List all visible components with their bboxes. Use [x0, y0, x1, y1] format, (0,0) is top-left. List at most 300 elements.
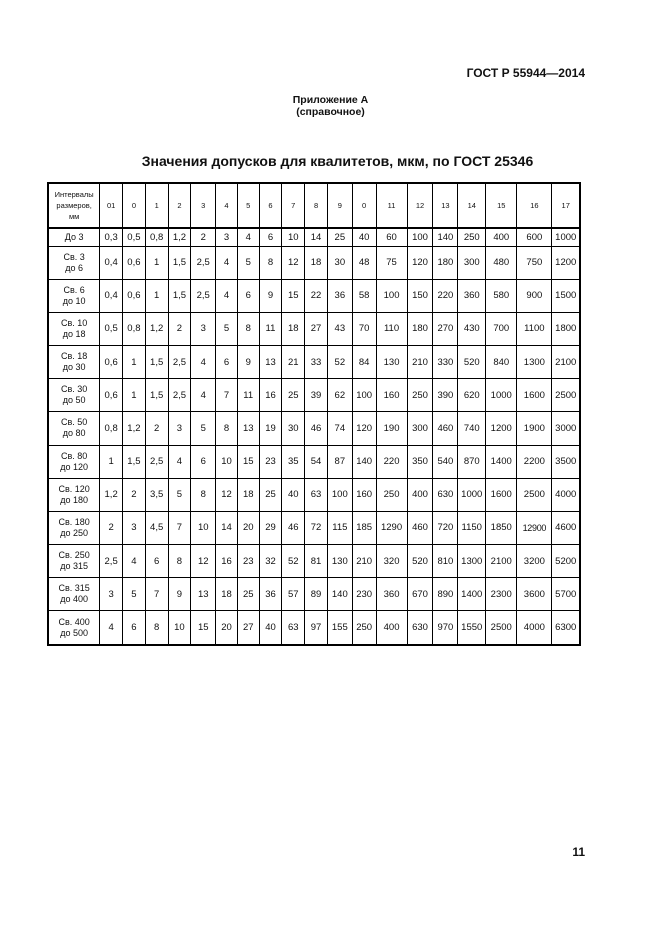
value-cell: 1000	[486, 379, 517, 412]
value-cell: 5	[191, 412, 216, 445]
value-cell: 10	[216, 445, 238, 478]
column-header-cell: 13	[433, 183, 458, 228]
row-label-cell	[48, 279, 100, 312]
page-number: 11	[572, 845, 585, 859]
value-cell: 1,2	[123, 412, 146, 445]
value-cell: 2500	[552, 379, 580, 412]
value-cell: 60	[376, 228, 407, 246]
value-cell: 1900	[517, 412, 552, 445]
table-row	[48, 578, 580, 611]
value-cell: 8	[145, 611, 168, 645]
row-label-line: до 10	[62, 295, 86, 306]
row-label-cell	[48, 312, 100, 345]
value-cell: 230	[352, 578, 376, 611]
value-cell: 2200	[517, 445, 552, 478]
value-cell: 3000	[552, 412, 580, 445]
value-cell: 0,8	[123, 312, 146, 345]
value-cell: 190	[376, 412, 407, 445]
value-cell: 3	[168, 412, 191, 445]
value-cell: 350	[407, 445, 433, 478]
value-cell: 580	[486, 279, 517, 312]
table-row	[48, 545, 580, 578]
row-label-line: Св. 3	[63, 251, 85, 262]
value-cell: 2100	[486, 545, 517, 578]
value-cell: 220	[376, 445, 407, 478]
value-cell: 300	[407, 412, 433, 445]
row-label-line: до 50	[62, 395, 86, 406]
value-cell: 120	[352, 412, 376, 445]
value-cell: 700	[486, 312, 517, 345]
value-cell: 72	[305, 511, 328, 544]
value-cell: 36	[259, 578, 282, 611]
column-header-cell: 01	[100, 183, 123, 228]
value-cell: 5	[237, 246, 259, 279]
value-cell: 4	[100, 611, 123, 645]
value-cell: 52	[327, 346, 352, 379]
row-label-line: Св. 30	[60, 384, 88, 395]
value-cell: 19	[259, 412, 282, 445]
value-cell: 1,5	[123, 445, 146, 478]
value-cell: 2	[191, 228, 216, 246]
value-cell: 2,5	[191, 246, 216, 279]
value-cell: 15	[191, 611, 216, 645]
value-cell: 1800	[552, 312, 580, 345]
value-cell: 140	[352, 445, 376, 478]
value-cell: 0,6	[100, 346, 123, 379]
value-cell: 460	[407, 511, 433, 544]
value-cell: 6	[237, 279, 259, 312]
value-cell: 25	[282, 379, 305, 412]
value-cell: 460	[433, 412, 458, 445]
value-cell: 9	[168, 578, 191, 611]
value-cell: 6	[191, 445, 216, 478]
value-cell: 1	[145, 279, 168, 312]
value-cell: 25	[327, 228, 352, 246]
column-header-cell: 8	[305, 183, 328, 228]
value-cell: 0,4	[100, 279, 123, 312]
column-header-cell: 12	[407, 183, 433, 228]
value-cell: 18	[237, 478, 259, 511]
row-label-line: Св. 400	[58, 616, 90, 627]
value-cell: 0,6	[100, 379, 123, 412]
value-cell: 270	[433, 312, 458, 345]
value-cell: 2,5	[168, 379, 191, 412]
value-cell: 400	[486, 228, 517, 246]
row-label-line: до 6	[65, 262, 83, 273]
value-cell: 20	[216, 611, 238, 645]
value-cell: 2500	[486, 611, 517, 645]
value-cell: 750	[517, 246, 552, 279]
value-cell: 1200	[552, 246, 580, 279]
table-row	[48, 379, 580, 412]
value-cell: 130	[376, 346, 407, 379]
value-cell: 320	[376, 545, 407, 578]
value-cell: 0,8	[100, 412, 123, 445]
value-cell: 2,5	[100, 545, 123, 578]
value-cell: 1300	[458, 545, 486, 578]
value-cell: 4	[216, 246, 238, 279]
value-cell: 7	[168, 511, 191, 544]
value-cell: 0,6	[123, 246, 146, 279]
value-cell: 4	[123, 545, 146, 578]
row-label-line: Св. 315	[58, 583, 90, 594]
row-header-line: размеров,	[56, 201, 92, 210]
value-cell: 10	[168, 611, 191, 645]
value-cell: 14	[216, 511, 238, 544]
value-cell: 2500	[517, 478, 552, 511]
column-header-cell: 6	[259, 183, 282, 228]
value-cell: 74	[327, 412, 352, 445]
value-cell: 1,5	[145, 346, 168, 379]
value-cell: 4,5	[145, 511, 168, 544]
value-cell: 1400	[486, 445, 517, 478]
annex-heading	[0, 94, 661, 118]
value-cell: 540	[433, 445, 458, 478]
value-cell: 6	[259, 228, 282, 246]
value-cell: 180	[433, 246, 458, 279]
value-cell: 1300	[517, 346, 552, 379]
value-cell: 0,6	[123, 279, 146, 312]
value-cell: 32	[259, 545, 282, 578]
value-cell: 30	[282, 412, 305, 445]
value-cell: 400	[376, 611, 407, 645]
value-cell: 89	[305, 578, 328, 611]
value-cell: 12	[282, 246, 305, 279]
column-header-cell: 9	[327, 183, 352, 228]
value-cell: 10	[282, 228, 305, 246]
value-cell: 8	[168, 545, 191, 578]
value-cell: 110	[376, 312, 407, 345]
column-header-cell: 14	[458, 183, 486, 228]
value-cell: 3	[216, 228, 238, 246]
value-cell: 4000	[552, 478, 580, 511]
value-cell: 1,2	[100, 478, 123, 511]
value-cell: 140	[327, 578, 352, 611]
row-label-cell	[48, 578, 100, 611]
value-cell: 100	[352, 379, 376, 412]
value-cell: 520	[407, 545, 433, 578]
value-cell: 12900	[517, 511, 552, 544]
row-label-line: до 80	[62, 428, 86, 439]
table-title: Значения допусков для квалитетов, мкм, по ГОСТ 25346	[141, 153, 534, 169]
value-cell: 0,8	[145, 228, 168, 246]
value-cell: 21	[282, 346, 305, 379]
row-label-line: Св. 80	[60, 450, 88, 461]
value-cell: 16	[259, 379, 282, 412]
value-cell: 1200	[486, 412, 517, 445]
value-cell: 1	[123, 346, 146, 379]
value-cell: 40	[352, 228, 376, 246]
value-cell: 130	[327, 545, 352, 578]
row-label-cell	[48, 346, 100, 379]
annex-title: Приложение А	[292, 94, 369, 106]
value-cell: 11	[237, 379, 259, 412]
value-cell: 14	[305, 228, 328, 246]
value-cell: 6	[216, 346, 238, 379]
value-cell: 840	[486, 346, 517, 379]
value-cell: 9	[237, 346, 259, 379]
value-cell: 13	[259, 346, 282, 379]
row-label-line: До 3	[64, 231, 84, 242]
value-cell: 97	[305, 611, 328, 645]
value-cell: 160	[376, 379, 407, 412]
value-cell: 9	[259, 279, 282, 312]
row-label-line: Св. 18	[60, 351, 88, 362]
value-cell: 1	[123, 379, 146, 412]
table-row	[48, 412, 580, 445]
value-cell: 12	[216, 478, 238, 511]
value-cell: 210	[352, 545, 376, 578]
value-cell: 2300	[486, 578, 517, 611]
value-cell: 140	[433, 228, 458, 246]
value-cell: 2,5	[168, 346, 191, 379]
value-cell: 62	[327, 379, 352, 412]
value-cell: 4	[191, 379, 216, 412]
row-label-cell	[48, 445, 100, 478]
value-cell: 5700	[552, 578, 580, 611]
value-cell: 250	[407, 379, 433, 412]
value-cell: 630	[407, 611, 433, 645]
tolerance-table	[47, 182, 581, 646]
value-cell: 15	[237, 445, 259, 478]
row-label-line: Св. 50	[60, 417, 88, 428]
value-cell: 1290	[376, 511, 407, 544]
value-cell: 63	[282, 611, 305, 645]
value-cell: 5	[168, 478, 191, 511]
row-header-cell	[48, 183, 100, 228]
value-cell: 1,2	[145, 312, 168, 345]
value-cell: 1100	[517, 312, 552, 345]
row-label-cell	[48, 611, 100, 645]
value-cell: 1000	[458, 478, 486, 511]
row-label-line: Св. 250	[58, 550, 90, 561]
value-cell: 360	[376, 578, 407, 611]
value-cell: 600	[517, 228, 552, 246]
value-cell: 0,5	[100, 312, 123, 345]
column-header-cell: 3	[191, 183, 216, 228]
value-cell: 33	[305, 346, 328, 379]
row-label-line: до 120	[60, 461, 89, 472]
value-cell: 0,5	[123, 228, 146, 246]
row-label-cell	[48, 478, 100, 511]
row-label-cell	[48, 545, 100, 578]
value-cell: 2	[123, 478, 146, 511]
value-cell: 360	[458, 279, 486, 312]
value-cell: 1,5	[168, 246, 191, 279]
value-cell: 100	[376, 279, 407, 312]
value-cell: 1,5	[168, 279, 191, 312]
value-cell: 3	[123, 511, 146, 544]
value-cell: 0,3	[100, 228, 123, 246]
value-cell: 18	[216, 578, 238, 611]
value-cell: 52	[282, 545, 305, 578]
value-cell: 54	[305, 445, 328, 478]
row-label-line: Св. 10	[60, 317, 88, 328]
value-cell: 87	[327, 445, 352, 478]
value-cell: 13	[191, 578, 216, 611]
value-cell: 1	[145, 246, 168, 279]
column-header-cell: 17	[552, 183, 580, 228]
value-cell: 5200	[552, 545, 580, 578]
value-cell: 1000	[552, 228, 580, 246]
value-cell: 35	[282, 445, 305, 478]
value-cell: 36	[327, 279, 352, 312]
row-label-line: Св. 180	[58, 516, 90, 527]
value-cell: 40	[259, 611, 282, 645]
value-cell: 4600	[552, 511, 580, 544]
value-cell: 115	[327, 511, 352, 544]
value-cell: 7	[216, 379, 238, 412]
value-cell: 390	[433, 379, 458, 412]
table-row	[48, 228, 580, 246]
value-cell: 43	[327, 312, 352, 345]
value-cell: 180	[407, 312, 433, 345]
value-cell: 155	[327, 611, 352, 645]
value-cell: 300	[458, 246, 486, 279]
value-cell: 46	[305, 412, 328, 445]
value-cell: 330	[433, 346, 458, 379]
column-header-cell: 0	[352, 183, 376, 228]
value-cell: 520	[458, 346, 486, 379]
value-cell: 1400	[458, 578, 486, 611]
value-cell: 8	[216, 412, 238, 445]
value-cell: 220	[433, 279, 458, 312]
value-cell: 27	[237, 611, 259, 645]
value-cell: 16	[216, 545, 238, 578]
value-cell: 100	[327, 478, 352, 511]
document-code: ГОСТ Р 55944—2014	[466, 66, 585, 80]
value-cell: 25	[259, 478, 282, 511]
value-cell: 3,5	[145, 478, 168, 511]
value-cell: 10	[191, 511, 216, 544]
value-cell: 40	[282, 478, 305, 511]
value-cell: 13	[237, 412, 259, 445]
value-cell: 2	[100, 511, 123, 544]
value-cell: 3600	[517, 578, 552, 611]
value-cell: 250	[376, 478, 407, 511]
value-cell: 1600	[486, 478, 517, 511]
value-cell: 2100	[552, 346, 580, 379]
value-cell: 23	[237, 545, 259, 578]
table-row	[48, 312, 580, 345]
table-row	[48, 478, 580, 511]
row-label-line: до 30	[62, 362, 86, 373]
row-label-cell	[48, 246, 100, 279]
row-label-line: Св. 120	[58, 483, 90, 494]
value-cell: 25	[237, 578, 259, 611]
value-cell: 2,5	[191, 279, 216, 312]
column-header-cell: 4	[216, 183, 238, 228]
row-label-line: до 315	[60, 561, 89, 572]
value-cell: 480	[486, 246, 517, 279]
value-cell: 29	[259, 511, 282, 544]
value-cell: 2,5	[145, 445, 168, 478]
value-cell: 8	[191, 478, 216, 511]
value-cell: 1,2	[168, 228, 191, 246]
row-label-line: до 500	[60, 627, 89, 638]
column-header-cell: 5	[237, 183, 259, 228]
value-cell: 250	[458, 228, 486, 246]
value-cell: 6	[123, 611, 146, 645]
value-cell: 1150	[458, 511, 486, 544]
value-cell: 18	[282, 312, 305, 345]
column-header-cell: 16	[517, 183, 552, 228]
value-cell: 18	[305, 246, 328, 279]
value-cell: 970	[433, 611, 458, 645]
annex-subtitle: (справочное)	[296, 106, 365, 118]
value-cell: 0,4	[100, 246, 123, 279]
value-cell: 670	[407, 578, 433, 611]
value-cell: 160	[352, 478, 376, 511]
value-cell: 3	[191, 312, 216, 345]
value-cell: 4	[216, 279, 238, 312]
row-label-cell	[48, 511, 100, 544]
row-header-line: Интервалы	[54, 190, 94, 199]
value-cell: 48	[352, 246, 376, 279]
value-cell: 7	[145, 578, 168, 611]
column-header-cell: 11	[376, 183, 407, 228]
row-label-line: до 18	[62, 328, 86, 339]
value-cell: 4000	[517, 611, 552, 645]
value-cell: 4	[168, 445, 191, 478]
table-header-row	[48, 183, 580, 228]
value-cell: 3500	[552, 445, 580, 478]
value-cell: 900	[517, 279, 552, 312]
value-cell: 630	[433, 478, 458, 511]
value-cell: 210	[407, 346, 433, 379]
value-cell: 84	[352, 346, 376, 379]
value-cell: 620	[458, 379, 486, 412]
value-cell: 15	[282, 279, 305, 312]
column-header-cell: 0	[123, 183, 146, 228]
value-cell: 250	[352, 611, 376, 645]
value-cell: 2	[168, 312, 191, 345]
value-cell: 1550	[458, 611, 486, 645]
value-cell: 46	[282, 511, 305, 544]
table-row	[48, 611, 580, 645]
value-cell: 6300	[552, 611, 580, 645]
value-cell: 5	[216, 312, 238, 345]
value-cell: 12	[191, 545, 216, 578]
value-cell: 81	[305, 545, 328, 578]
value-cell: 4	[191, 346, 216, 379]
row-label-cell	[48, 228, 100, 246]
table-row	[48, 246, 580, 279]
value-cell: 870	[458, 445, 486, 478]
row-label-line: до 250	[60, 527, 89, 538]
value-cell: 4	[237, 228, 259, 246]
value-cell: 75	[376, 246, 407, 279]
value-cell: 1850	[486, 511, 517, 544]
table-row	[48, 445, 580, 478]
value-cell: 6	[145, 545, 168, 578]
value-cell: 150	[407, 279, 433, 312]
value-cell: 8	[259, 246, 282, 279]
value-cell: 1600	[517, 379, 552, 412]
column-header-cell: 1	[145, 183, 168, 228]
value-cell: 3200	[517, 545, 552, 578]
value-cell: 30	[327, 246, 352, 279]
value-cell: 890	[433, 578, 458, 611]
row-label-cell	[48, 379, 100, 412]
value-cell: 57	[282, 578, 305, 611]
row-label-line: до 180	[60, 494, 89, 505]
value-cell: 11	[259, 312, 282, 345]
value-cell: 8	[237, 312, 259, 345]
value-cell: 810	[433, 545, 458, 578]
value-cell: 740	[458, 412, 486, 445]
value-cell: 5	[123, 578, 146, 611]
